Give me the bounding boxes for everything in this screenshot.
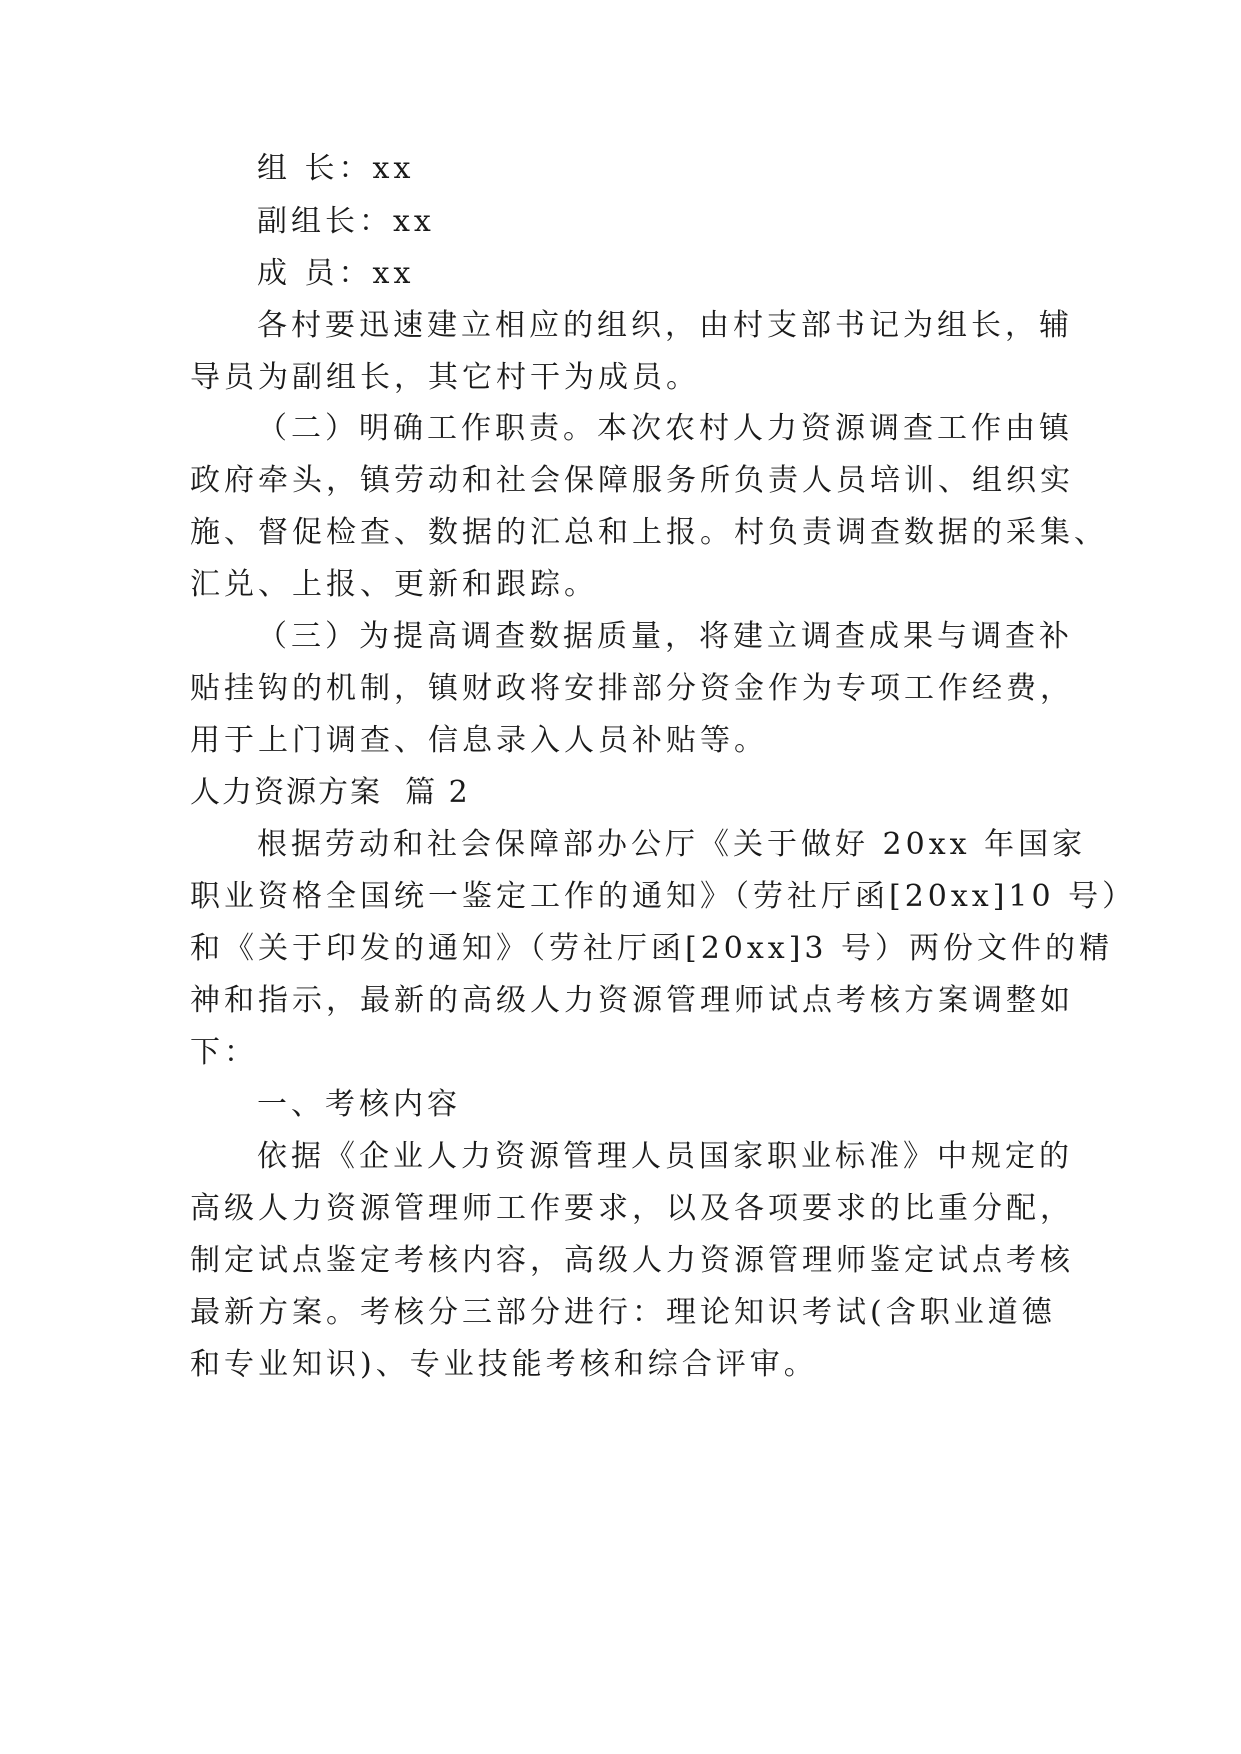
paragraph-line: 和《关于印发的通知》（劳社厅函[20xx]3 号）两份文件的精 — [190, 931, 1114, 966]
paragraph-line: 下： — [190, 1035, 258, 1070]
subsection-heading: 一、考核内容 — [257, 1087, 461, 1122]
members-line: 成 员：xx — [257, 256, 415, 291]
paragraph-line: 制定试点鉴定考核内容，高级人力资源管理师鉴定试点考核 — [190, 1243, 1074, 1278]
paragraph-line: 依据《企业人力资源管理人员国家职业标准》中规定的 — [257, 1139, 1073, 1174]
paragraph-line: 贴挂钩的机制，镇财政将安排部分资金作为专项工作经费， — [190, 671, 1074, 706]
paragraph-line: 各村要迅速建立相应的组织，由村支部书记为组长，辅 — [257, 308, 1073, 343]
paragraph-line: 政府牵头，镇劳动和社会保障服务所负责人员培训、组织实 — [190, 463, 1074, 498]
paragraph-line: 施、督促检查、数据的汇总和上报。村负责调查数据的采集、 — [190, 515, 1108, 550]
paragraph-line: 根据劳动和社会保障部办公厅《关于做好 20xx 年国家 — [257, 827, 1087, 862]
leader-line: 组 长：xx — [257, 151, 415, 186]
paragraph-line: （二）明确工作职责。本次农村人力资源调查工作由镇 — [257, 411, 1073, 446]
paragraph-line: 汇兑、上报、更新和跟踪。 — [190, 567, 598, 602]
paragraph-line: 最新方案。考核分三部分进行：理论知识考试(含职业道德 — [190, 1295, 1056, 1330]
paragraph-line: （三）为提高调查数据质量，将建立调查成果与调查补 — [257, 619, 1073, 654]
paragraph-line: 高级人力资源管理师工作要求，以及各项要求的比重分配， — [190, 1191, 1074, 1226]
paragraph-line: 用于上门调查、信息录入人员补贴等。 — [190, 723, 768, 758]
paragraph-line: 导员为副组长，其它村干为成员。 — [190, 360, 700, 395]
paragraph-line: 和专业知识)、专业技能考核和综合评审。 — [190, 1347, 818, 1382]
section-heading: 人力资源方案 篇 2 — [190, 775, 470, 810]
paragraph-line: 神和指示，最新的高级人力资源管理师试点考核方案调整如 — [190, 983, 1074, 1018]
paragraph-line: 职业资格全国统一鉴定工作的通知》（劳社厅函[20xx]10 号） — [190, 879, 1137, 914]
deputy-leader-line: 副组长：xx — [257, 204, 435, 239]
